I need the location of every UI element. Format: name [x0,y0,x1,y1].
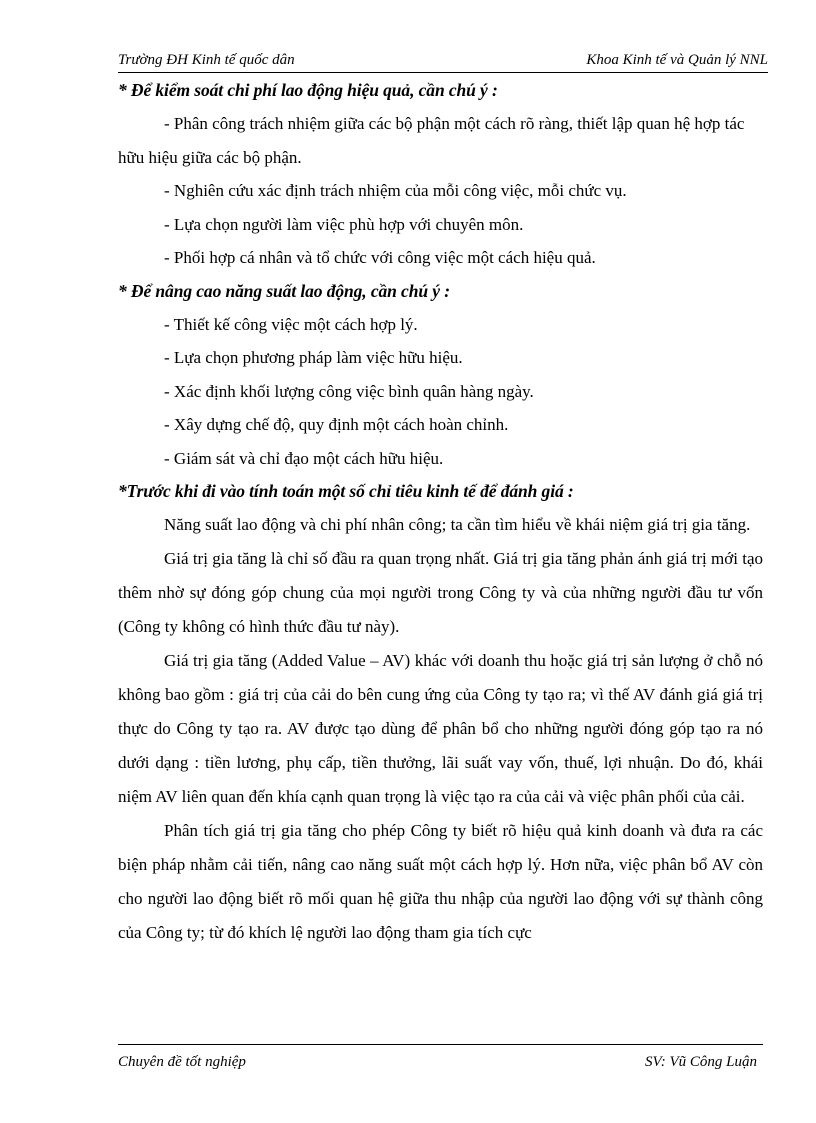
list-item: - Thiết kế công việc một cách hợp lý. [164,314,418,334]
document-body [118,74,763,950]
list-item: - Xây dựng chế độ, quy định một cách hoàn chỉnh. [164,415,509,434]
section-heading-cost-control: * Để kiểm soát chi phí lao động hiệu quả, cần chú ý : [118,80,498,100]
list-item: - Xác định khối lượng công việc bình quân hàng ngày. [164,381,534,401]
list-item: - Nghiên cứu xác định trách nhiệm của mỗi công việc, mỗi chức vụ. [164,181,627,200]
page-header [118,50,768,73]
header-faculty: Khoa Kinh tế và Quản lý NNL [586,52,768,68]
paragraph: Năng suất lao động và chi phí nhân công; ta cần tìm hiểu về khái niệm giá trị gia tăng. [164,515,751,534]
list-item: - Lựa chọn người làm việc phù hợp với chuyên môn. [164,214,524,234]
section-heading-productivity: * Để nâng cao năng suất lao động, cần chú ý : [118,280,450,301]
paragraph: Giá trị gia tăng là chỉ số đầu ra quan trọng nhất. Giá trị gia tăng phản ánh giá trị mới tạo thêm nhờ sự đóng góp chung của mọi người trong Công ty và của những người đầu tư vốn (Công ty không có hình thức đầu tư này). [118,549,763,636]
footer-student-name: SV: Vũ Công Luận [645,1054,757,1070]
footer-thesis-label: Chuyên đề tốt nghiệp [118,1054,246,1070]
paragraph: Giá trị gia tăng (Added Value – AV) khác với doanh thu hoặc giá trị sản lượng ở chỗ nó không bao gồm : giá trị của cải do bên cung ứng của Công ty tạo ra; vì thế AV đánh giá giá trị thực do Công ty tạo ra. AV được tạo dùng để phân bổ cho những người đóng góp tạo ra nó dưới dạng : tiền lương, phụ cấp, tiền thưởng, lãi suất vay vốn, thuế, lợi nhuận. Do đó, khái niệm AV liên quan đến khía cạnh quan trọng là việc tạo ra của cải và việc phân phối của cải. [118,651,763,806]
header-school: Trường ĐH Kinh tế quốc dân [118,52,295,68]
list-item: - Phân công trách nhiệm giữa các bộ phận một cách rõ ràng, thiết lập quan hệ hợp tác hữu hiệu giữa các bộ phận. [118,114,745,167]
paragraph: Phân tích giá trị gia tăng cho phép Công ty biết rõ hiệu quả kinh doanh và đưa ra các biện pháp nhằm cải tiến, nâng cao năng suất một cách hợp lý. Hơn nữa, việc phân bổ AV còn cho người lao động biết rõ mối quan hệ giữa thu nhập của người lao động với sự thành công của Công ty; từ đó khích lệ người lao động tham gia tích cực [118,821,763,942]
list-item: - Lựa chọn phương pháp làm việc hữu hiệu. [164,348,463,367]
list-item: - Giám sát và chỉ đạo một cách hữu hiệu. [164,448,444,468]
list-item: - Phối hợp cá nhân và tổ chức với công việc một cách hiệu quả. [164,248,596,267]
section-heading-indicators: *Trước khi đi vào tính toán một số chỉ tiêu kinh tế để đánh giá : [118,481,574,501]
page-footer [118,1044,763,1075]
